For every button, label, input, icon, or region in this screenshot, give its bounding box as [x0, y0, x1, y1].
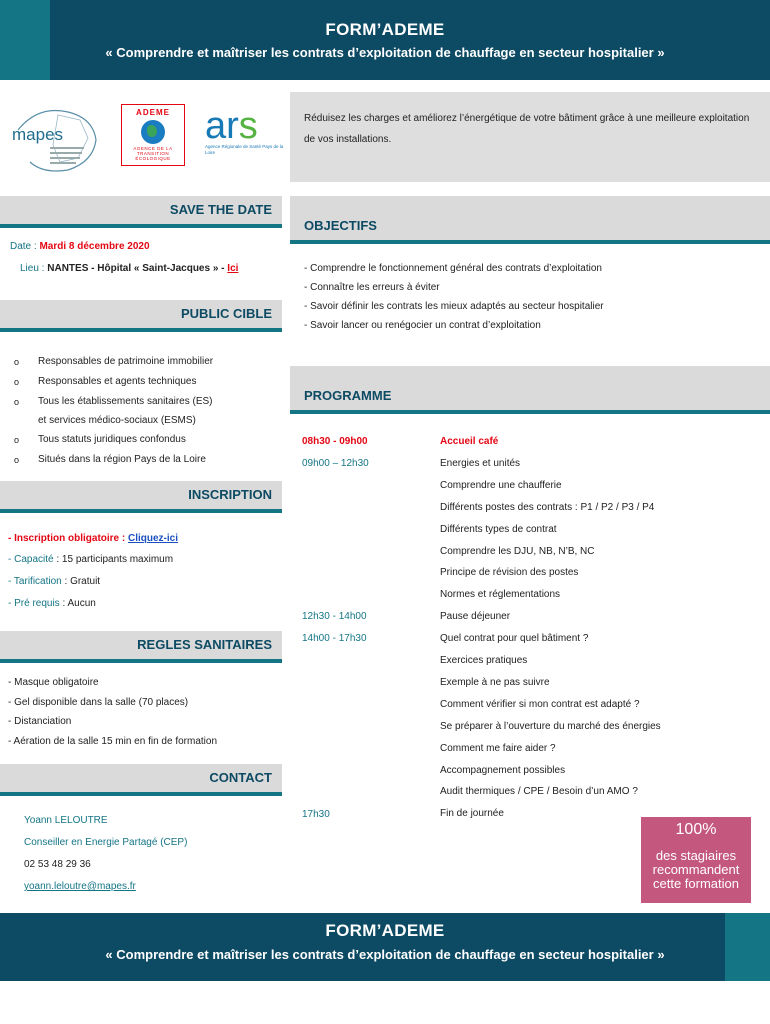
- ademe-logo-subtitle: AGENCE DE LA TRANSITION ÉCOLOGIQUE: [133, 146, 173, 161]
- programme-activity: Différents postes des contrats : P1 / P2 / P3 / P4: [440, 501, 655, 513]
- bullet-icon: o: [14, 435, 20, 445]
- recommendation-percent: 100%: [675, 821, 717, 838]
- contact-header: [0, 764, 282, 792]
- regles-item: - Masque obligatoire: [8, 677, 99, 688]
- date-value: Mardi 8 décembre 2020: [39, 241, 150, 252]
- programme-activity: Comment vérifier si mon contrat est adapté ?: [440, 698, 640, 710]
- recommendation-text-line-1: des stagiaires: [655, 848, 737, 863]
- section-underline: [0, 659, 282, 663]
- programme-activity: Comprendre les DJU, NB, N’B, NC: [440, 545, 595, 557]
- contact-title: CONTACT: [209, 770, 272, 785]
- date-label: Date :: [10, 241, 40, 252]
- programme-activity: Accueil café: [440, 436, 499, 447]
- public-cible-header: [0, 300, 282, 328]
- event-place: [20, 263, 238, 274]
- partner-logos: [0, 92, 290, 182]
- mapes-logo: [8, 100, 103, 176]
- public-cible-item: Responsables et agents techniques: [38, 376, 197, 387]
- inscription-link[interactable]: Cliquez-ici: [128, 533, 179, 544]
- programme-time: 17h30: [302, 809, 330, 820]
- programme-activity: Fin de journée: [440, 808, 504, 820]
- programme-activity: Normes et réglementations: [440, 589, 561, 601]
- ademe-logo-title: ADEME: [136, 108, 170, 117]
- regles-item: - Gel disponible dans la salle (70 places): [8, 696, 189, 708]
- programme-header: [290, 366, 770, 410]
- place-value: NANTES - Hôpital « Saint-Jacques » -: [47, 263, 228, 274]
- contact-name: Yoann LELOUTRE: [24, 815, 108, 826]
- programme-activity: Pause déjeuner: [440, 611, 511, 623]
- regles-sanitaires-header: [0, 631, 282, 659]
- capacite-value: : 15 participants maximum: [53, 554, 174, 565]
- place-link[interactable]: Ici: [227, 263, 239, 274]
- inscription-title: INSCRIPTION: [188, 487, 272, 502]
- section-underline: [0, 328, 282, 332]
- section-underline: [0, 509, 282, 513]
- bullet-icon: o: [14, 377, 20, 387]
- section-underline: [290, 240, 770, 244]
- banner-accent: [0, 0, 50, 80]
- bullet-icon: o: [14, 357, 20, 367]
- save-the-date-header: [0, 196, 282, 224]
- section-underline: [0, 792, 282, 796]
- prerequis-label: - Pré requis: [8, 598, 60, 609]
- regles-item: - Distanciation: [8, 716, 72, 727]
- programme-activity: Accompagnement possibles: [440, 764, 566, 776]
- ars-logo-ar: ar: [205, 105, 239, 147]
- programme-time: 08h30 - 09h00: [302, 436, 368, 447]
- capacite-label: - Capacité: [8, 554, 54, 565]
- programme-activity: Différents types de contrat: [440, 523, 557, 535]
- event-date: [10, 241, 150, 252]
- objectif-item: - Comprendre le fonctionnement général des contrats d’exploitation: [304, 263, 602, 274]
- ademe-logo: [121, 104, 185, 166]
- programme-activity: Comprendre une chaufferie: [440, 479, 562, 491]
- banner-title: FORM’ADEME: [325, 20, 445, 39]
- programme-activity: Quel contrat pour quel bâtiment ?: [440, 633, 589, 645]
- banner-subtitle: « Comprendre et maîtriser les contrats d’exploitation de chauffage en secteur hospitalier »: [105, 45, 665, 60]
- public-cible-item: Situés dans la région Pays de la Loire: [38, 454, 206, 465]
- ars-logo-subtitle: Agence Régionale de Santé Pays de la Loire: [205, 144, 284, 155]
- recommendation-text-line-3: cette formation: [653, 876, 739, 891]
- inscription-obligatoire: [8, 533, 178, 544]
- objectifs-title: OBJECTIFS: [304, 218, 377, 233]
- footer-title: FORM’ADEME: [325, 921, 445, 940]
- contact-role: Conseiller en Energie Partagé (CEP): [24, 837, 188, 848]
- banner-accent: [725, 913, 770, 981]
- objectifs-header: [290, 196, 770, 240]
- regles-sanitaires-title: REGLES SANITAIRES: [137, 637, 272, 652]
- regles-item: - Aération de la salle 15 min en fin de formation: [8, 735, 218, 747]
- programme-activity: Se préparer à l’ouverture du marché des énergies: [440, 720, 661, 732]
- tarification-label: - Tarification: [8, 576, 62, 587]
- objectif-item: - Savoir lancer ou renégocier un contrat d’exploitation: [304, 320, 541, 331]
- svg-text:mapes: mapes: [12, 125, 64, 144]
- save-the-date-title: SAVE THE DATE: [169, 202, 272, 217]
- section-underline: [0, 224, 282, 228]
- programme-title: PROGRAMME: [304, 388, 392, 403]
- contact-phone: 02 53 48 29 36: [24, 859, 91, 870]
- top-banner: [0, 0, 770, 80]
- inscription-prerequis: [8, 598, 96, 609]
- ars-logo: [205, 105, 285, 163]
- programme-activity: Comment me faire aider ?: [440, 742, 556, 754]
- bullet-icon: o: [14, 397, 20, 407]
- objectif-item: - Connaître les erreurs à éviter: [304, 282, 440, 293]
- place-label: Lieu :: [20, 263, 48, 274]
- tarification-value: : Gratuit: [61, 576, 101, 587]
- footer-subtitle: « Comprendre et maîtriser les contrats d’exploitation de chauffage en secteur hospitalier »: [105, 947, 665, 962]
- programme-activity: Exemple à ne pas suivre: [440, 676, 550, 688]
- public-cible-item: Tous statuts juridiques confondus: [38, 434, 186, 445]
- inscription-header: [0, 481, 282, 509]
- inscription-capacite: [8, 554, 173, 565]
- section-underline: [290, 410, 770, 414]
- programme-time: 12h30 - 14h00: [302, 611, 367, 622]
- public-cible-item: et services médico-sociaux (ESMS): [38, 415, 196, 426]
- bullet-icon: o: [14, 455, 20, 465]
- recommendation-badge: [641, 817, 751, 903]
- public-cible-title: PUBLIC CIBLE: [181, 306, 272, 321]
- intro-box: [290, 92, 770, 182]
- recommendation-text: [641, 849, 751, 891]
- bottom-banner: [0, 913, 770, 981]
- public-cible-item: Responsables de patrimoine immobilier: [38, 356, 214, 367]
- programme-time: 14h00 - 17h30: [302, 633, 367, 644]
- inscription-obligatoire-label: - Inscription obligatoire :: [8, 533, 128, 544]
- ars-logo-s: s: [238, 105, 258, 147]
- contact-email[interactable]: yoann.leloutre@mapes.fr: [24, 881, 136, 892]
- programme-activity: Principe de révision des postes: [440, 567, 579, 579]
- programme-time: 09h00 – 12h30: [302, 458, 369, 469]
- recommendation-text-line-2: recommandent: [652, 862, 740, 877]
- prerequis-value: : Aucun: [59, 598, 96, 609]
- public-cible-item: Tous les établissements sanitaires (ES): [38, 396, 213, 407]
- ars-logo-text: [205, 105, 285, 147]
- intro-text: Réduisez les charges et améliorez l’énergétique de votre bâtiment grâce à une meilleure exploitation de vos installations.: [304, 113, 750, 145]
- programme-activity: Audit thermiques / CPE / Besoin d’un AMO ?: [440, 786, 638, 798]
- programme-activity: Energies et unités: [440, 457, 521, 469]
- inscription-tarification: [8, 576, 100, 587]
- globe-icon: [141, 120, 165, 144]
- programme-activity: Exercices pratiques: [440, 655, 528, 666]
- objectif-item: - Savoir définir les contrats les mieux adaptés au secteur hospitalier: [304, 301, 604, 312]
